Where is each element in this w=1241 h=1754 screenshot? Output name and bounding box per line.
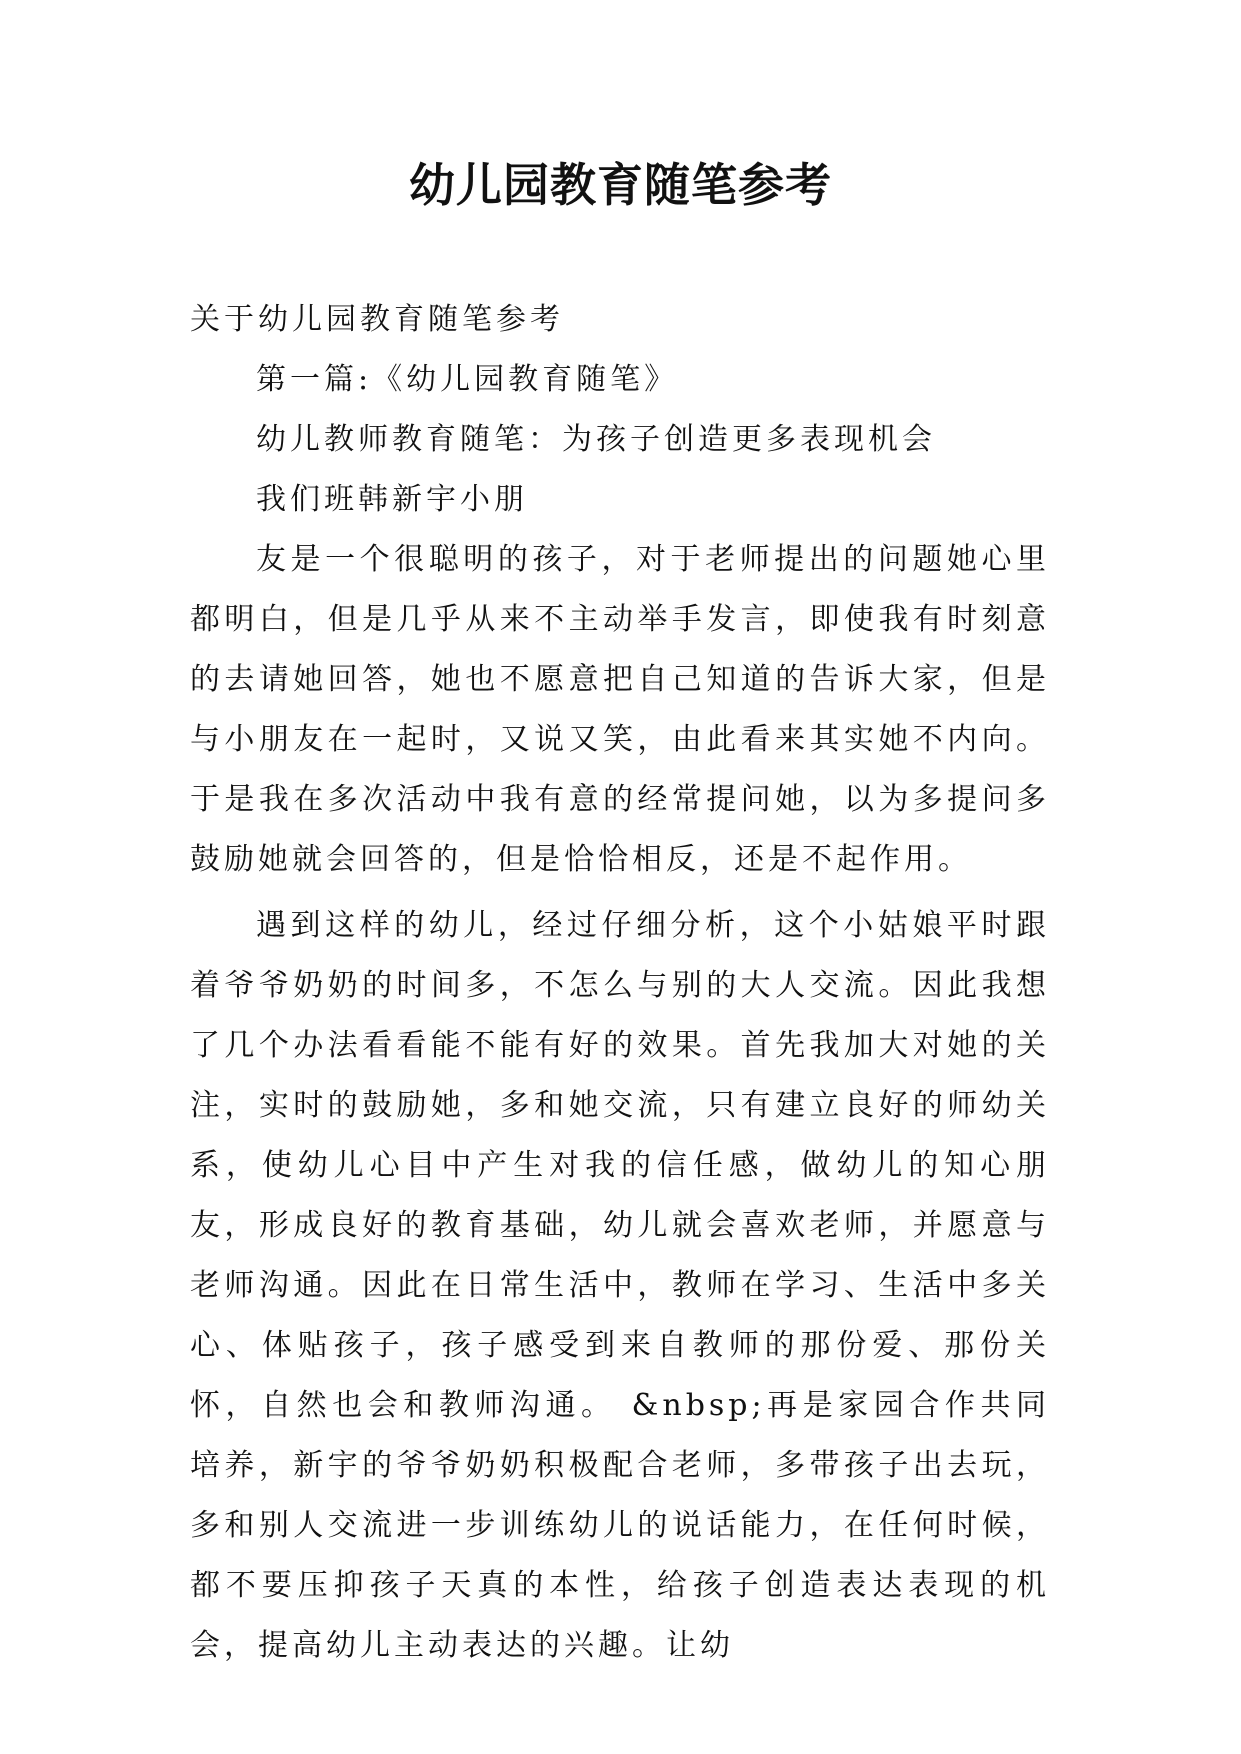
paragraph-chapter-heading: 第一篇:《幼儿园教育随笔》 — [256, 362, 679, 397]
paragraph-opening-line: 我们班韩新宇小朋 — [256, 482, 528, 517]
paragraph-body-1: 友是一个很聪明的孩子，对于老师提出的问题她心里都明白，但是几乎从来不主动举手发言，即使我有时刻意的去请她回答，她也不愿意把自己知道的告诉大家，但是与小朋友在一起时，又说又笑，由此看来其实她不内向。于是我在多次活动中我有意的经常提问她，以为多提问多鼓励她就会回答的，但是恰恰相反，还是不起作用。 — [190, 542, 1050, 877]
document-body — [190, 290, 1050, 1676]
paragraph-body-2: 遇到这样的幼儿，经过仔细分析，这个小姑娘平时跟着爷爷奶奶的时间多，不怎么与别的大人交流。因此我想了几个办法看看能不能有好的效果。首先我加大对她的关注，实时的鼓励她，多和她交流，只有建立良好的师幼关系，使幼儿心目中产生对我的信任感，做幼儿的知心朋友，形成良好的教育基础，幼儿就会喜欢老师，并愿意与老师沟通。因此在日常生活中，教师在学习、生活中多关心、体贴孩子，孩子感受到来自教师的那份爱、那份关怀，自然也会和教师沟通。 &nbsp;再是家园合作共同培养，新宇的爷爷奶奶积极配合老师，多带孩子出去玩，多和别人交流进一步训练幼儿的说话能力，在任何时候，都不要压抑孩子天真的本性，给孩子创造表达表现的机会，提高幼儿主动表达的兴趣。让幼 — [190, 908, 1050, 1663]
document-title: 幼儿园教育随笔参考 — [409, 158, 832, 212]
paragraph-intro: 关于幼儿园教育随笔参考 — [190, 302, 564, 337]
paragraph-essay-title: 幼儿教师教育随笔：为孩子创造更多表现机会 — [256, 422, 936, 457]
